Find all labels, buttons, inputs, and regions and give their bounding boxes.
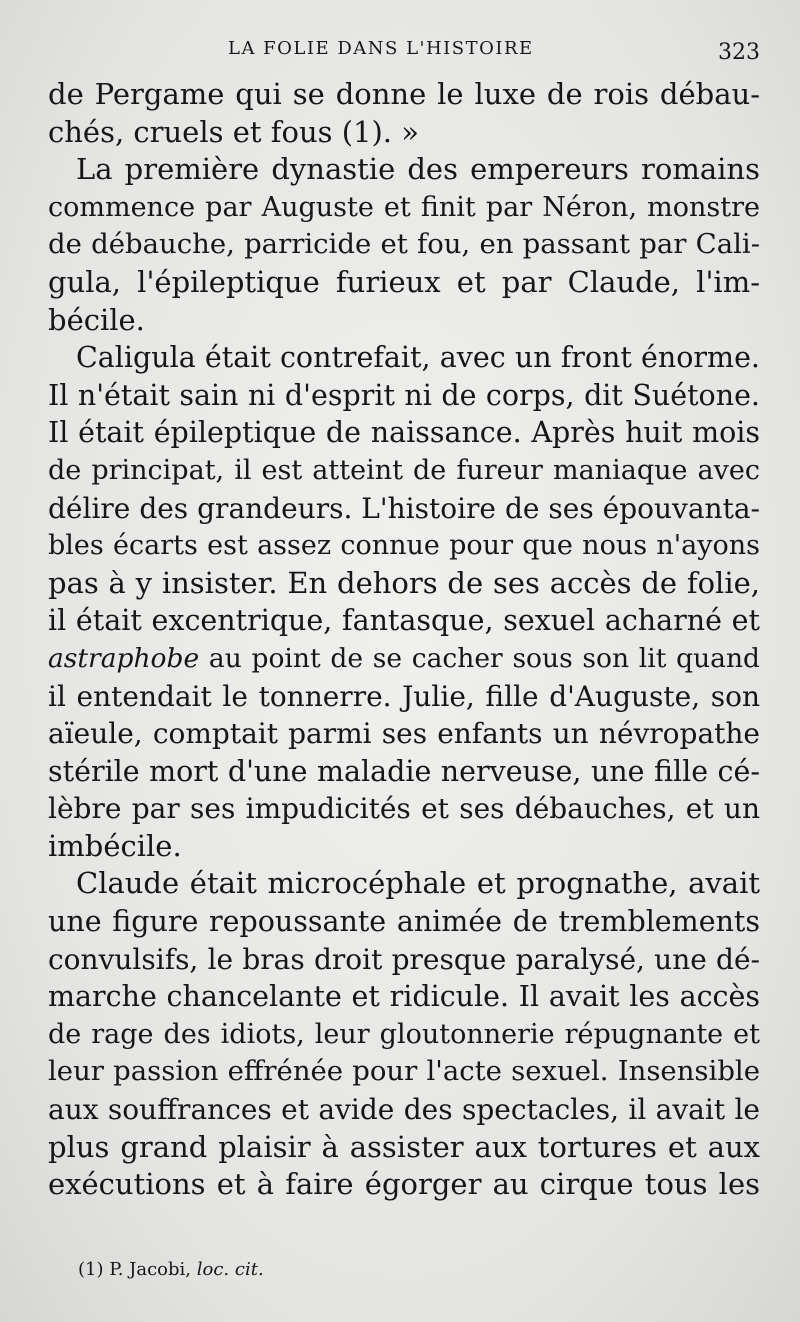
text-line: bles écarts est assez connue pour que nous n'ayons (48, 530, 760, 562)
text-line: de rage des idiots, leur gloutonnerie répugnante et (48, 1018, 760, 1050)
text-line: exécutions et à faire égorger au cirque tous les (48, 1167, 760, 1202)
text-line: aux souffrances et avide des spectacles, il avait le (48, 1093, 760, 1127)
text-line: leur passion effrénée pour l'acte sexuel. Insensible (48, 1055, 760, 1088)
text-line: imbécile. (48, 828, 182, 863)
text-line: La première dynastie des empereurs romains (76, 152, 760, 187)
italic-term: astraphobe (48, 642, 200, 674)
running-head (48, 36, 760, 66)
text-line: Il n'était sain ni d'esprit ni de corps, dit Suétone. (48, 378, 760, 412)
text-line: stérile mort d'une maladie nerveuse, une fille cé- (48, 754, 760, 788)
text-line: de principat, il est atteint de fureur maniaque avec (48, 454, 760, 486)
text-line: convulsifs, le bras droit presque paralysé, une dé- (48, 942, 760, 976)
text-line: commence par Auguste et finit par Néron, monstre (48, 191, 760, 223)
text-line: Caligula était contrefait, avec un front énorme. (76, 341, 760, 375)
text-line: Claude était microcéphale et prognathe, avait (76, 866, 760, 901)
text-line-rest: au point de se cacher sous son lit quand (208, 642, 760, 674)
text-line: chés, cruels et fous (1). » (48, 114, 419, 149)
footnote-author: P. Jacobi, (109, 1259, 192, 1280)
text-line: marche chancelante et ridicule. Il avait les accès (48, 980, 760, 1014)
text-line: pas à y insister. En dehors de ses accès de folie, (48, 565, 760, 600)
text-line: Il était épileptique de naissance. Après huit mois (48, 416, 760, 450)
text-line: bécile. (48, 302, 145, 337)
text-line: il entendait le tonnerre. Julie, fille d'Auguste, son (48, 679, 760, 713)
text-line: délire des grandeurs. L'histoire de ses épouvanta- (48, 491, 760, 525)
page-number: 323 (718, 40, 760, 65)
footnote-marker: (1) (78, 1259, 104, 1280)
text-line: plus grand plaisir à assister aux tortures et aux (48, 1129, 760, 1164)
text-line: une figure repoussante animée de tremblements (48, 905, 760, 939)
text-line: aïeule, comptait parmi ses enfants un névropathe (48, 717, 760, 751)
text-line (48, 640, 760, 678)
footnote (78, 1258, 264, 1282)
text-line: lèbre par ses impudicités et ses débauches, et un (48, 792, 760, 826)
text-line: il était excentrique, fantasque, sexuel acharné et (48, 604, 760, 638)
text-line: de débauche, parricide et fou, en passant par Cali- (48, 228, 760, 261)
footnote-reference: loc. cit. (196, 1259, 264, 1280)
running-title: LA FOLIE DANS L'HISTOIRE (228, 38, 534, 59)
text-line: de Pergame qui se donne le luxe de rois débau- (48, 77, 760, 111)
body-text (48, 76, 760, 1204)
text-line: gula, l'épileptique furieux et par Claude, l'im- (48, 264, 760, 299)
